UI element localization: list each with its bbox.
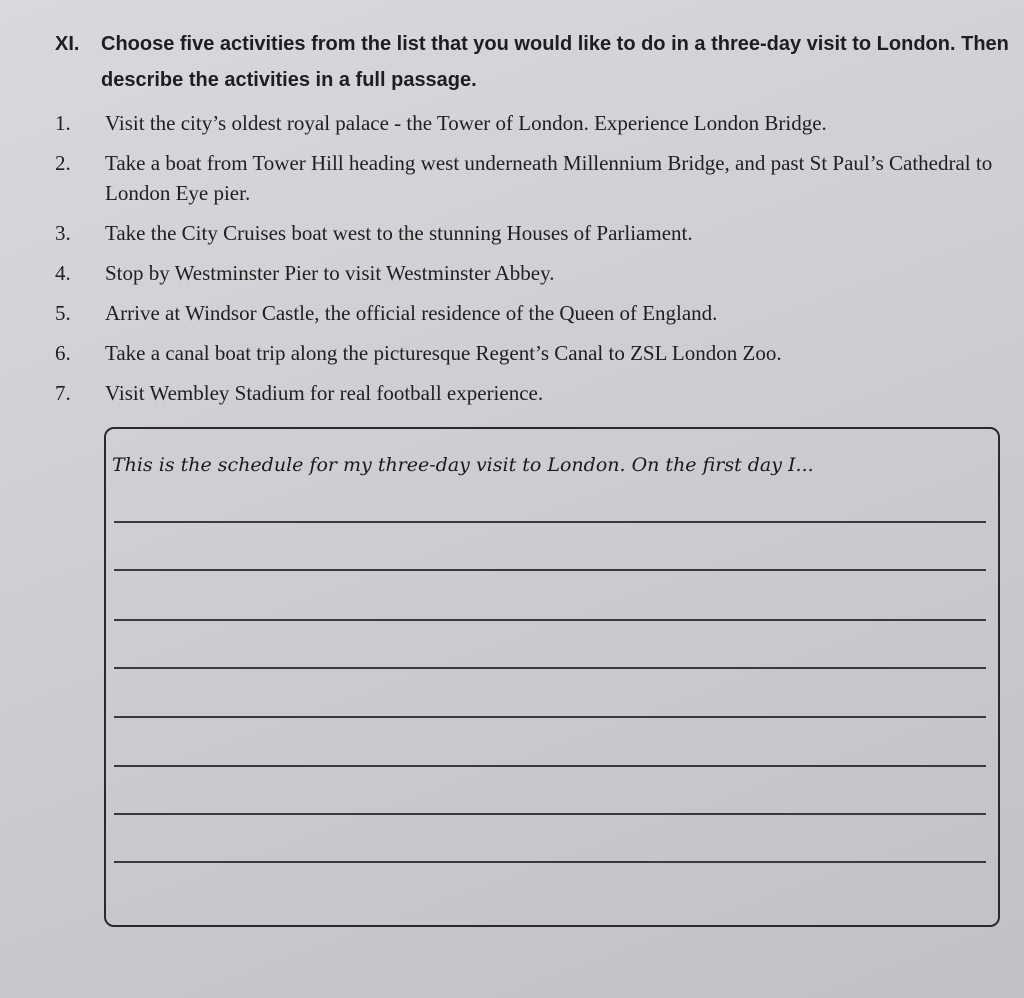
item-number: 2.: [55, 151, 71, 175]
item-text: Take the City Cruises boat west to the stunning Houses of Parliament.: [105, 221, 693, 245]
item-text: Arrive at Windsor Castle, the official residence of the Queen of England.: [105, 301, 718, 325]
item-text: Take a canal boat trip along the picturesque Regent’s Canal to ZSL London Zoo.: [105, 341, 782, 365]
writing-line[interactable]: [114, 569, 986, 571]
item-text: Stop by Westminster Pier to visit Westminster Abbey.: [105, 261, 555, 285]
item-number: 4.: [55, 261, 71, 285]
writing-line[interactable]: [114, 619, 986, 621]
writing-line[interactable]: [114, 765, 986, 767]
item-text: Visit Wembley Stadium for real football experience.: [105, 381, 544, 405]
answer-box: [104, 427, 1000, 927]
activity-list: [55, 108, 1015, 418]
item-number: 3.: [55, 221, 71, 245]
list-item: [55, 148, 1015, 208]
item-number: 5.: [55, 301, 71, 325]
item-text: Visit the city’s oldest royal palace - the Tower of London. Experience London Bridge.: [105, 111, 827, 135]
list-item: [55, 338, 1015, 368]
writing-line[interactable]: [114, 521, 986, 523]
exercise-instruction: Choose five activities from the list that you would like to do in a three-day visit to London. Then describe the activities in a full passage.: [101, 33, 1009, 91]
list-item: [55, 378, 1015, 408]
exercise-number: XI.: [55, 33, 80, 55]
list-item: [55, 218, 1015, 248]
writing-line[interactable]: [114, 716, 986, 718]
writing-line[interactable]: [114, 667, 986, 669]
list-item: [55, 108, 1015, 138]
writing-line[interactable]: [114, 813, 986, 815]
answer-lead-text: This is the schedule for my three-day visit to London. On the first day I...: [112, 454, 814, 476]
list-item: [55, 298, 1015, 328]
item-number: 7.: [55, 381, 71, 405]
item-text: Take a boat from Tower Hill heading west underneath Millennium Bridge, and past St Paul’s Cathedral to London Eye pier.: [105, 151, 993, 205]
item-number: 1.: [55, 111, 71, 135]
item-number: 6.: [55, 341, 71, 365]
list-item: [55, 258, 1015, 288]
writing-line[interactable]: [114, 861, 986, 863]
